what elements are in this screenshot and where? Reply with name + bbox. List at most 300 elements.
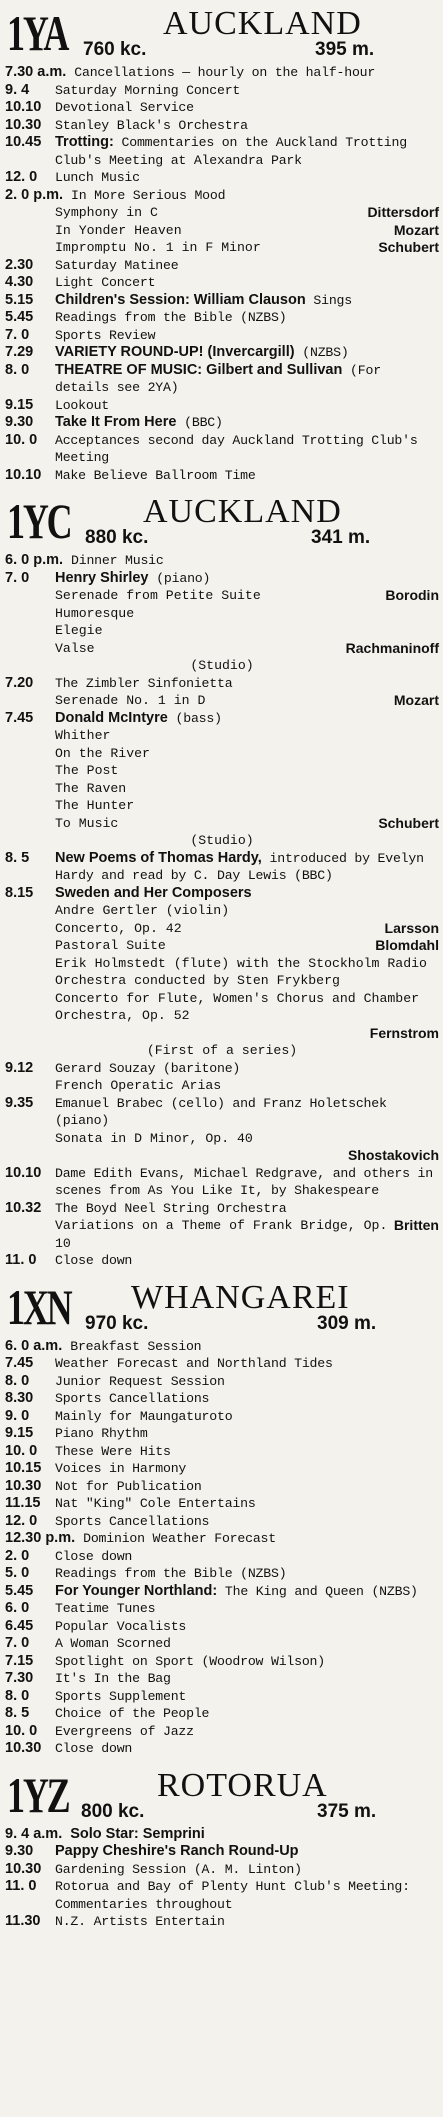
programme-entry — [5, 467, 439, 485]
programme-text — [55, 327, 439, 345]
programme-entry — [5, 117, 439, 135]
programme-time: 7.29 — [5, 344, 34, 360]
programme-text — [55, 274, 439, 292]
item-title: The Hunter — [55, 798, 135, 813]
programme-entry — [5, 1618, 439, 1636]
programme-description: (For details see 2YA) — [55, 362, 389, 395]
programme-text — [55, 1635, 439, 1653]
programme-entry — [5, 327, 439, 345]
item-title: On the River — [55, 745, 150, 761]
programme-time: 10.30 — [5, 1477, 42, 1494]
item-title: Valse — [55, 640, 95, 656]
programme-text — [55, 675, 439, 693]
programme-text — [55, 1460, 439, 1478]
programme-time: 11. 0 — [5, 1878, 37, 1894]
programme-time: 12.30 p.m. — [5, 1530, 76, 1546]
programme-text — [55, 1390, 439, 1408]
programme-time: 8. 0 — [5, 361, 30, 378]
programme-item — [5, 587, 439, 605]
programme-entry — [5, 1913, 439, 1931]
item-title: Concerto, Op. 42 — [55, 920, 182, 936]
programme-description: Not for Publication — [55, 1478, 202, 1494]
programme-entry — [5, 885, 439, 903]
programme-text — [55, 1200, 439, 1218]
programme-entry — [5, 1740, 439, 1758]
programme-text — [55, 1653, 439, 1671]
programme-text — [55, 99, 439, 117]
item-title: Whither — [55, 728, 111, 743]
programme-text — [55, 1843, 439, 1861]
programme-text — [55, 1060, 439, 1078]
programme-entry — [5, 1478, 439, 1496]
programme-highlight: For Younger Northland: — [55, 1582, 218, 1599]
programme-time: 6. 0 — [5, 1600, 30, 1616]
programme-item — [5, 1077, 439, 1095]
programme-description: Close down — [55, 1741, 133, 1756]
programme-text — [55, 1670, 439, 1688]
station-call-sign: 1YZ — [7, 1766, 69, 1823]
programme-highlight: Children's Session: William Clauson — [55, 291, 306, 308]
programme-time: 10.15 — [5, 1460, 42, 1476]
station-city: ROTORUA — [157, 1766, 328, 1804]
composer-name: Britten — [393, 1217, 439, 1233]
station-call-sign: 1YC — [7, 493, 71, 549]
programme-time: 7.20 — [5, 674, 34, 691]
programme-time: 10.10 — [5, 99, 42, 115]
programme-entry — [5, 1705, 439, 1723]
programme-description: It's In the Bag — [55, 1671, 171, 1686]
programme-time: 9. 4 — [5, 81, 30, 98]
programme-time: 7.30 a.m. — [5, 64, 67, 80]
programme-text — [55, 1548, 439, 1566]
programme-description: Make Believe Ballroom Time — [55, 467, 256, 483]
programme-entry — [5, 675, 439, 693]
programme-description: Lunch Music — [55, 170, 140, 185]
item-title: Pastoral Suite — [55, 938, 166, 953]
programme-description: Weather Forecast and Northland Tides — [55, 1356, 333, 1371]
programme-description: Breakfast Session — [70, 1338, 202, 1354]
programme-text — [55, 885, 439, 903]
programme-text — [55, 1878, 439, 1913]
programme-highlight: Henry Shirley — [55, 569, 149, 586]
programme-entry — [5, 1095, 439, 1130]
programme-text — [55, 1408, 439, 1426]
composer-name: Dittersdorf — [367, 204, 439, 220]
programme-time: 5.45 — [5, 1582, 34, 1599]
programme-time: 10. 0 — [5, 431, 38, 448]
programme-time: 7. 0 — [5, 326, 30, 343]
station-frequency: 800 kc. — [81, 1800, 145, 1822]
programme-description: Cancellations — hourly on the half-hour — [74, 65, 376, 80]
studio-note: (Studio) — [190, 658, 254, 673]
programme-item — [5, 692, 439, 710]
programme-text — [55, 1373, 439, 1391]
programme-item — [5, 1147, 439, 1165]
composer-name: Fernstrom — [369, 1024, 439, 1041]
programme-item — [5, 815, 439, 833]
programme-text — [55, 1723, 439, 1741]
programme-text — [55, 1355, 439, 1373]
programme-description: Junior Request Session — [55, 1373, 225, 1389]
programme-text — [70, 1338, 439, 1356]
programme-description: Dominion Weather Forecast — [83, 1531, 276, 1546]
programme-text — [55, 117, 439, 135]
programme-description: Lookout — [55, 397, 109, 413]
item-title: The Post — [55, 763, 119, 778]
programme-time: 10.10 — [5, 466, 42, 483]
station-wavelength: 341 m. — [311, 527, 371, 548]
studio-note: (First of a series) — [146, 1043, 298, 1058]
programme-description: (BBC) — [176, 415, 223, 430]
programme-text — [55, 1740, 439, 1758]
programme-time: 10.10 — [5, 1164, 42, 1181]
station-header — [5, 494, 439, 552]
item-title: Serenade No. 1 in D — [55, 693, 206, 708]
composer-name: Schubert — [378, 814, 439, 831]
programme-entry — [5, 1653, 439, 1671]
programme-time: 8. 5 — [5, 849, 30, 866]
programme-time: 7.45 — [5, 709, 34, 726]
radio-programme-column — [5, 6, 439, 1931]
programme-text — [74, 64, 439, 82]
programme-item — [5, 797, 439, 815]
programme-entry — [5, 1565, 439, 1583]
programme-text — [55, 1095, 439, 1130]
item-title: To Music — [55, 815, 119, 831]
programme-description: Close down — [55, 1253, 133, 1268]
programme-text — [55, 1688, 439, 1706]
programme-text — [55, 169, 439, 187]
programme-description: Popular Vocalists — [55, 1618, 187, 1634]
programme-item — [5, 239, 439, 257]
programme-time: 12. 0 — [5, 169, 38, 185]
programme-highlight: New Poems of Thomas Hardy, — [55, 849, 262, 866]
programme-description: Choice of the People — [55, 1706, 210, 1721]
programme-description: Sports Cancellations — [55, 1513, 210, 1529]
programme-time: 10.30 — [5, 116, 42, 133]
programme-highlight: Sweden and Her Composers — [55, 884, 252, 901]
programme-description: Sings — [305, 292, 352, 308]
programme-text — [55, 1618, 439, 1636]
programme-highlight: Donald McIntyre — [55, 709, 168, 726]
programme-description: Readings from the Bible (NZBS) — [55, 1566, 287, 1581]
programme-time: 5.45 — [5, 309, 34, 325]
station-header — [5, 1280, 439, 1338]
programme-entry — [5, 1338, 439, 1356]
item-title: Variations on a Theme of Frank Bridge, Op. 10 — [55, 1218, 396, 1251]
programme-time: 6.45 — [5, 1617, 34, 1634]
programme-description: Voices in Harmony — [55, 1461, 187, 1476]
programme-time: 11.30 — [5, 1913, 41, 1929]
programme-description: introduced by Evelyn Hardy and read by C. Day Lewis (BBC) — [55, 850, 432, 883]
programme-entry — [5, 850, 439, 885]
programme-entry — [5, 1688, 439, 1706]
station-1ya — [5, 6, 439, 484]
programme-item — [5, 640, 439, 658]
programme-text — [55, 1913, 439, 1931]
programme-item — [5, 1025, 439, 1043]
station-header — [5, 1768, 439, 1826]
programme-text — [55, 82, 439, 100]
programme-description: Close down — [55, 1548, 133, 1564]
programme-description: In More Serious Mood — [71, 187, 226, 203]
item-title: Erik Holmstedt (flute) with the Stockholm Radio Orchestra conducted by Sten Frykberg — [55, 955, 435, 988]
programme-text — [55, 1705, 439, 1723]
programme-description: Saturday Matinee — [55, 257, 179, 273]
programme-highlight: Pappy Cheshire's Ranch Round-Up — [55, 1843, 299, 1859]
station-header — [5, 6, 439, 64]
programme-text — [55, 309, 439, 327]
programme-time: 4.30 — [5, 274, 34, 290]
programme-description: (NZBS) — [294, 345, 349, 360]
programme-time: 9.15 — [5, 396, 34, 413]
programme-entry — [5, 1390, 439, 1408]
station-frequency: 760 kc. — [83, 39, 147, 60]
programme-entry — [5, 1600, 439, 1618]
programme-item — [5, 222, 439, 240]
programme-description: Commentaries on the Auckland Trotting Club's Meeting at Alexandra Park — [55, 135, 415, 168]
station-city: AUCKLAND — [163, 5, 362, 42]
programme-description: Readings from the Bible (NZBS) — [55, 310, 287, 325]
programme-entry — [5, 1443, 439, 1461]
programme-text — [71, 552, 439, 570]
programme-item — [5, 955, 439, 990]
station-city: WHANGAREI — [131, 1278, 350, 1316]
programme-entry — [5, 1200, 439, 1218]
station-frequency: 880 kc. — [85, 527, 149, 548]
programme-entry — [5, 187, 439, 205]
programme-time: 9.30 — [5, 414, 34, 430]
programme-entry — [5, 1530, 439, 1548]
programme-description: Saturday Morning Concert — [55, 82, 241, 98]
programme-item — [5, 780, 439, 798]
programme-item — [5, 745, 439, 763]
programme-entry — [5, 1843, 439, 1861]
programme-entry — [5, 99, 439, 117]
programme-item — [5, 990, 439, 1025]
programme-entry — [5, 82, 439, 100]
programme-entry — [5, 1548, 439, 1566]
programme-description: N.Z. Artists Entertain — [55, 1914, 225, 1929]
programme-entry — [5, 1460, 439, 1478]
programme-text — [55, 1565, 439, 1583]
programme-description: These Were Hits — [55, 1443, 171, 1459]
programme-time: 10. 0 — [5, 1442, 38, 1459]
programme-text — [55, 432, 439, 467]
programme-description: Piano Rhythm — [55, 1426, 148, 1441]
station-1yc — [5, 494, 439, 1270]
item-title: In Yonder Heaven — [55, 222, 182, 238]
programme-time: 10. 0 — [5, 1722, 38, 1739]
programme-entry — [5, 1165, 439, 1200]
programme-text — [55, 1583, 439, 1601]
programme-description: Stanley Black's Orchestra — [55, 117, 248, 133]
programme-time: 6. 0 a.m. — [5, 1337, 63, 1354]
programme-description: Light Concert — [55, 275, 156, 290]
programme-description: Acceptances second day Auckland Trotting Club's Meeting — [55, 432, 426, 465]
programme-description: Nat "King" Cole Entertains — [55, 1496, 256, 1511]
programme-entry — [5, 397, 439, 415]
programme-time: 12. 0 — [5, 1512, 38, 1529]
programme-entry — [5, 1635, 439, 1653]
programme-entry — [5, 432, 439, 467]
programme-entry — [5, 344, 439, 362]
programme-description: Teatime Tunes — [55, 1601, 156, 1616]
programme-description: (bass) — [167, 710, 222, 726]
programme-item — [5, 937, 439, 955]
programme-time: 9.30 — [5, 1843, 34, 1859]
programme-text — [55, 467, 439, 485]
programme-time: 9. 0 — [5, 1407, 30, 1424]
programme-entry — [5, 552, 439, 570]
studio-note: (Studio) — [190, 833, 254, 848]
programme-text — [55, 710, 439, 728]
station-1xn — [5, 1280, 439, 1758]
programme-entry — [5, 362, 439, 397]
programme-entry — [5, 1583, 439, 1601]
programme-entry — [5, 1408, 439, 1426]
programme-text — [55, 292, 439, 310]
programme-entry — [5, 1252, 439, 1270]
programme-text — [55, 1495, 439, 1513]
programme-entry — [5, 169, 439, 187]
programme-entry — [5, 1670, 439, 1688]
station-call-sign: 1XN — [7, 1278, 71, 1335]
programme-entry — [5, 570, 439, 588]
station-city: AUCKLAND — [143, 493, 342, 530]
programme-time: 8.15 — [5, 884, 34, 901]
programme-description: Gerard Souzay (baritone) — [55, 1060, 241, 1076]
programme-entry — [5, 64, 439, 82]
item-title: French Operatic Arias — [55, 1078, 222, 1093]
programme-highlight: VARIETY ROUND-UP! (Invercargill) — [55, 344, 295, 360]
item-title: Serenade from Petite Suite — [55, 588, 261, 603]
composer-name: Larsson — [384, 919, 439, 936]
programme-item — [5, 605, 439, 623]
programme-time: 7. 0 — [5, 1635, 30, 1651]
programme-time: 7. 0 — [5, 569, 30, 586]
item-title: Impromptu No. 1 in F Minor — [55, 240, 261, 255]
programme-text — [55, 1478, 439, 1496]
programme-time: 2.30 — [5, 256, 34, 273]
item-title: The Raven — [55, 780, 127, 796]
programme-entry — [5, 1513, 439, 1531]
programme-item — [5, 1130, 439, 1148]
item-title: Sonata in D Minor, Op. 40 — [55, 1130, 253, 1146]
programme-description: Sports Cancellations — [55, 1391, 210, 1406]
programme-description: Spotlight on Sport (Woodrow Wilson) — [55, 1653, 325, 1669]
programme-description: Devotional Service — [55, 100, 194, 115]
programme-description: Evergreens of Jazz — [55, 1723, 194, 1739]
programme-time: 7.30 — [5, 1670, 34, 1686]
programme-time: 11. 0 — [5, 1252, 37, 1268]
programme-item — [5, 204, 439, 222]
programme-time: 5. 0 — [5, 1565, 30, 1581]
composer-name: Shostakovich — [347, 1147, 439, 1163]
programme-entry — [5, 1826, 439, 1844]
station-frequency: 970 kc. — [85, 1312, 149, 1334]
composer-name: Mozart — [393, 692, 439, 708]
programme-entry — [5, 309, 439, 327]
programme-entry — [5, 1373, 439, 1391]
programme-item — [5, 920, 439, 938]
programme-text — [83, 1530, 439, 1548]
item-title: Andre Gertler (violin) — [55, 903, 230, 918]
programme-description: Rotorua and Bay of Plenty Hunt Club's Meeting: Commentaries throughout — [55, 1879, 418, 1912]
programme-item — [5, 1217, 439, 1252]
programme-highlight: Trotting: — [55, 134, 114, 150]
composer-name: Rachmaninoff — [345, 639, 439, 656]
programme-description: (piano) — [148, 570, 211, 586]
programme-entry — [5, 1060, 439, 1078]
item-title: Concerto for Flute, Women's Chorus and Chamber Orchestra, Op. 52 — [55, 990, 427, 1023]
programme-time: 10.45 — [5, 134, 42, 150]
station-wavelength: 395 m. — [315, 39, 375, 60]
programme-highlight: Take It From Here — [55, 414, 177, 430]
item-title: Elegie — [55, 623, 103, 638]
programme-text — [55, 1513, 439, 1531]
composer-name: Blomdahl — [375, 937, 439, 953]
programme-text — [55, 570, 439, 588]
programme-item — [5, 762, 439, 780]
programme-entry — [5, 292, 439, 310]
programme-time: 10.32 — [5, 1199, 42, 1216]
programme-entry — [5, 414, 439, 432]
station-1yz — [5, 1768, 439, 1931]
programme-time: 9.12 — [5, 1059, 34, 1076]
programme-entry — [5, 710, 439, 728]
programme-time: 2. 0 p.m. — [5, 186, 64, 203]
programme-text — [55, 1861, 439, 1879]
programme-time: 8. 0 — [5, 1372, 30, 1389]
station-wavelength: 375 m. — [317, 1800, 377, 1822]
programme-description: Sports Review — [55, 327, 156, 343]
programme-description: Sports Supplement — [55, 1688, 187, 1704]
programme-time: 10.30 — [5, 1740, 42, 1756]
programme-highlight: THEATRE OF MUSIC: Gilbert and Sullivan — [55, 361, 343, 378]
programme-entry — [5, 1878, 439, 1913]
programme-description: The Boyd Neel String Orchestra — [55, 1200, 287, 1216]
programme-time: 9. 4 a.m. — [5, 1825, 63, 1842]
composer-name: Schubert — [378, 239, 439, 255]
programme-description: Dinner Music — [71, 553, 164, 568]
programme-description: The King and Queen (NZBS) — [217, 1583, 418, 1599]
station-wavelength: 309 m. — [317, 1312, 377, 1334]
programme-time: 8.30 — [5, 1390, 34, 1406]
programme-text — [55, 1425, 439, 1443]
composer-name: Borodin — [385, 587, 439, 603]
station-call-sign: 1YA — [7, 5, 68, 61]
programme-text — [71, 187, 439, 205]
programme-text — [55, 1252, 439, 1270]
programme-text — [55, 257, 439, 275]
item-title: Humoresque — [55, 605, 135, 621]
programme-description: The Zimbler Sinfonietta — [55, 675, 233, 691]
programme-item — [5, 902, 439, 920]
programme-description: A Woman Scorned — [55, 1636, 171, 1651]
programme-time: 9.15 — [5, 1425, 34, 1441]
programme-time: 5.15 — [5, 291, 34, 308]
programme-text — [70, 1826, 439, 1844]
programme-entry — [5, 257, 439, 275]
programme-entry — [5, 1723, 439, 1741]
programme-time: 8. 5 — [5, 1705, 30, 1721]
programme-text — [55, 1600, 439, 1618]
programme-text — [55, 397, 439, 415]
programme-text — [55, 850, 439, 885]
programme-time: 7.45 — [5, 1355, 34, 1371]
programme-text — [55, 134, 439, 169]
